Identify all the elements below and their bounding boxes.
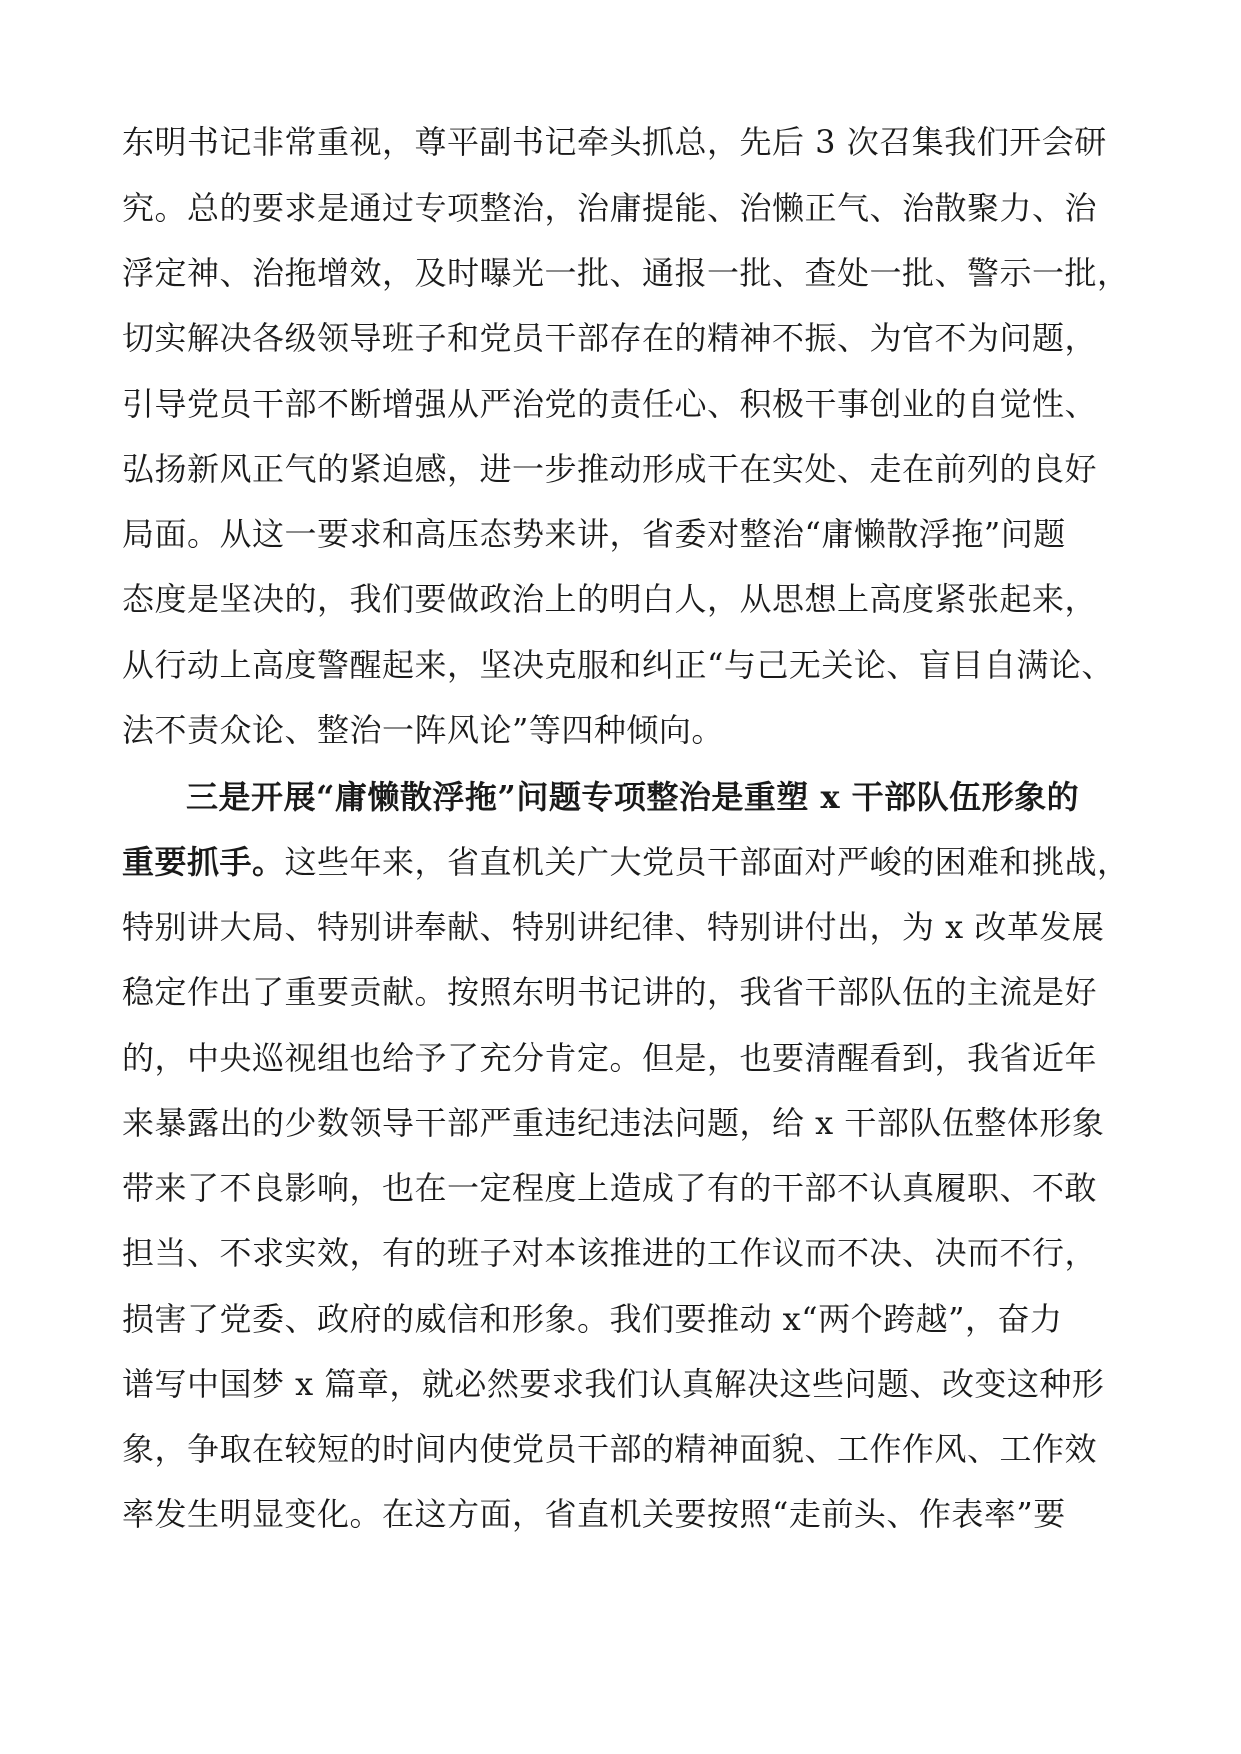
paragraph-line: 的，中央巡视组也给予了充分肯定。但是，也要清醒看到，我省近年 bbox=[122, 1039, 1098, 1077]
paragraph-line: 象，争取在较短的时间内使党员干部的精神面貌、工作作风、工作效 bbox=[122, 1430, 1098, 1468]
section-heading-line: 三是开展“庸懒散浮拖”问题专项整治是重塑 x 干部队伍形象的 bbox=[186, 778, 1080, 816]
paragraph-line: 局面。从这一要求和高压态势来讲，省委对整治“庸懒散浮拖”问题 bbox=[122, 515, 1066, 553]
paragraph-line: 稳定作出了重要贡献。按照东明书记讲的，我省干部队伍的主流是好 bbox=[122, 973, 1098, 1011]
paragraph-line: 来暴露出的少数领导干部严重违纪违法问题，给 x 干部队伍整体形象 bbox=[122, 1104, 1105, 1142]
paragraph-line: 担当、不求实效，有的班子对本该推进的工作议而不决、决而不行， bbox=[122, 1234, 1098, 1272]
paragraph-line: 法不责众论、整治一阵风论”等四种倾向。 bbox=[122, 711, 724, 749]
paragraph-line: 切实解决各级领导班子和党员干部存在的精神不振、为官不为问题， bbox=[122, 319, 1098, 357]
paragraph-line: 特别讲大局、特别讲奉献、特别讲纪律、特别讲付出，为 x 改革发展 bbox=[122, 908, 1105, 946]
paragraph-line: 东明书记非常重视，尊平副书记牵头抓总，先后 3 次召集我们开会研 bbox=[122, 123, 1107, 161]
paragraph-line bbox=[122, 842, 1130, 882]
paragraph-line: 损害了党委、政府的威信和形象。我们要推动 x“两个跨越”，奋力 bbox=[122, 1300, 1063, 1338]
paragraph-line: 谱写中国梦 x 篇章，就必然要求我们认真解决这些问题、改变这种形 bbox=[122, 1365, 1105, 1403]
paragraph-text: 这些年来，省直机关广大党员干部面对严峻的困难和挑战， bbox=[284, 843, 1130, 881]
paragraph-line: 带来了不良影响，也在一定程度上造成了有的干部不认真履职、不敢 bbox=[122, 1169, 1098, 1207]
section-heading-end: 重要抓手。 bbox=[122, 843, 285, 881]
paragraph-line: 浮定神、治拖增效，及时曝光一批、通报一批、查处一批、警示一批， bbox=[122, 254, 1130, 292]
paragraph-line: 率发生明显变化。在这方面，省直机关要按照“走前头、作表率”要 bbox=[122, 1495, 1066, 1533]
paragraph-line: 弘扬新风正气的紧迫感，进一步推动形成干在实处、走在前列的良好 bbox=[122, 450, 1098, 488]
paragraph-line: 究。总的要求是通过专项整治，治庸提能、治懒正气、治散聚力、治 bbox=[122, 189, 1098, 227]
paragraph-line: 态度是坚决的，我们要做政治上的明白人，从思想上高度紧张起来， bbox=[122, 580, 1098, 618]
paragraph-line: 引导党员干部不断增强从严治党的责任心、积极干事创业的自觉性、 bbox=[122, 385, 1098, 423]
paragraph-line: 从行动上高度警醒起来，坚决克服和纠正“与己无关论、盲目自满论、 bbox=[122, 646, 1114, 684]
